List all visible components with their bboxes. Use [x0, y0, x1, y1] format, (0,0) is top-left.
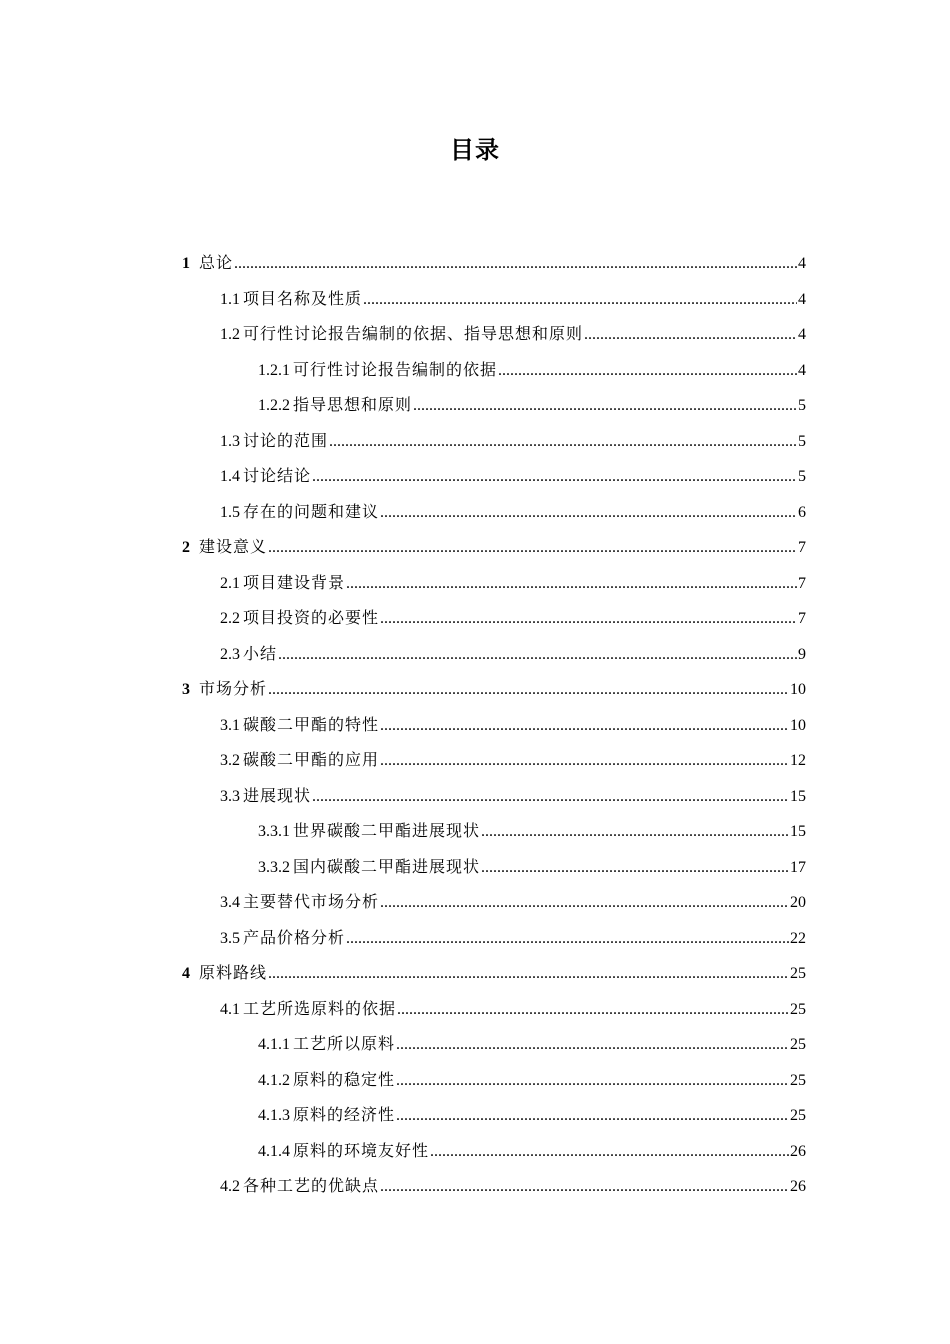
toc-entry-page-number: 15 — [790, 787, 806, 805]
toc-entry-label: 指导思想和原则 — [293, 395, 413, 414]
toc-entry-page-number: 22 — [790, 929, 806, 947]
toc-entry-number: 1.1 — [220, 290, 240, 308]
dot-leader — [481, 850, 789, 886]
toc-entry-label: 国内碳酸二甲酯进展现状 — [293, 856, 481, 876]
toc-entry-label: 存在的问题和建议 — [243, 501, 380, 521]
toc-entry-label: 原料的环境友好性 — [293, 1140, 430, 1160]
toc-entry-number: 2.2 — [220, 610, 240, 627]
toc-entry-page-number: 4 — [798, 290, 806, 308]
toc-entry-label: 可行性讨论报告编制的依据 — [293, 359, 498, 379]
toc-entry-number: 1.2.2 — [258, 397, 290, 414]
toc-entry-page-number: 4 — [798, 326, 806, 343]
dot-leader — [498, 353, 797, 389]
dot-leader — [413, 388, 797, 424]
toc-entry[interactable] — [182, 565, 806, 601]
toc-entry-label: 各种工艺的优缺点 — [243, 1176, 380, 1195]
toc-entry[interactable] — [182, 1097, 806, 1133]
toc-entry[interactable] — [182, 991, 806, 1027]
dot-leader — [396, 1063, 789, 1099]
toc-entry-label: 项目投资的必要性 — [243, 608, 380, 627]
toc-entry[interactable] — [182, 955, 806, 991]
toc-entry-number: 2.1 — [220, 574, 240, 592]
dot-leader — [268, 530, 797, 566]
toc-entry-page-number: 12 — [790, 752, 806, 769]
toc-entry[interactable] — [182, 387, 806, 423]
toc-entry[interactable] — [182, 813, 806, 849]
toc-entry-page-number: 25 — [790, 965, 806, 982]
toc-entry-label: 工艺所选原料的依据 — [243, 998, 397, 1018]
toc-entry[interactable] — [182, 849, 806, 885]
toc-entry-number: 3.3.2 — [258, 858, 290, 876]
toc-entry-label: 讨论结论 — [243, 466, 312, 485]
toc-entry-number: 3.3.1 — [258, 823, 290, 840]
toc-entry[interactable] — [182, 494, 806, 530]
toc-entry[interactable] — [182, 458, 806, 494]
toc-entry-label: 小结 — [243, 643, 278, 663]
toc-entry-page-number: 6 — [798, 503, 806, 521]
toc-entry-label: 项目名称及性质 — [243, 288, 363, 308]
toc-entry[interactable] — [182, 636, 806, 672]
toc-entry-number: 2.3 — [220, 645, 240, 663]
toc-entry-page-number: 26 — [790, 1178, 806, 1195]
toc-entry-page-number: 26 — [790, 1142, 806, 1160]
dot-leader — [380, 495, 797, 531]
dot-leader — [396, 1027, 789, 1063]
toc-entry-number: 4.1.2 — [258, 1071, 290, 1089]
dot-leader — [397, 992, 789, 1028]
dot-leader — [380, 708, 789, 744]
toc-entry-number: 4 — [182, 965, 190, 982]
toc-entry[interactable] — [182, 1062, 806, 1098]
toc-entry-page-number: 25 — [790, 1000, 806, 1018]
toc-entry[interactable] — [182, 245, 806, 281]
toc-entry-page-number: 7 — [798, 539, 806, 556]
toc-entry[interactable] — [182, 529, 806, 565]
toc-entry-label: 讨论的范围 — [243, 430, 329, 450]
toc-entry-label: 原料的经济性 — [293, 1105, 396, 1124]
dot-leader — [380, 601, 797, 637]
toc-entry-label: 原料的稳定性 — [293, 1069, 396, 1089]
toc-entry-number: 3.4 — [220, 894, 240, 911]
toc-entry-number: 2 — [182, 539, 190, 556]
toc-entry-page-number: 25 — [790, 1071, 806, 1089]
toc-entry-label: 产品价格分析 — [243, 927, 346, 947]
toc-entry-label: 主要替代市场分析 — [243, 892, 380, 911]
dot-leader — [312, 779, 789, 815]
toc-entry-page-number: 4 — [798, 361, 806, 379]
dot-leader — [268, 672, 789, 708]
toc-entry-label: 碳酸二甲酯的应用 — [243, 750, 380, 769]
toc-entry[interactable] — [182, 281, 806, 317]
dot-leader — [396, 1098, 789, 1134]
dot-leader — [584, 317, 797, 353]
toc-entry[interactable] — [182, 316, 806, 352]
toc-entry-page-number: 5 — [798, 432, 806, 450]
toc-title: 目录 — [450, 136, 500, 164]
toc-entry[interactable] — [182, 600, 806, 636]
toc-entry-page-number: 15 — [790, 823, 806, 840]
dot-leader — [363, 282, 797, 318]
toc-entry-page-number: 7 — [798, 610, 806, 627]
dot-leader — [278, 637, 797, 673]
toc-entry-number: 1.2.1 — [258, 361, 290, 379]
toc-entry-number: 4.1 — [220, 1000, 240, 1018]
toc-entry[interactable] — [182, 1168, 806, 1204]
toc-entry-label: 建设意义 — [199, 537, 268, 556]
toc-entry[interactable] — [182, 884, 806, 920]
dot-leader — [346, 566, 797, 602]
toc-entry-label: 进展现状 — [243, 785, 312, 805]
toc-entry[interactable] — [182, 742, 806, 778]
toc-entry-page-number: 10 — [790, 716, 806, 734]
dot-leader — [430, 1134, 789, 1170]
toc-entry[interactable] — [182, 920, 806, 956]
toc-entry[interactable] — [182, 423, 806, 459]
dot-leader — [380, 743, 789, 779]
toc-entry-number: 1.2 — [220, 326, 240, 343]
toc-entry-number: 4.1.3 — [258, 1107, 290, 1124]
toc-entry-label: 总论 — [199, 253, 234, 272]
toc-entry-page-number: 4 — [798, 255, 806, 272]
toc-entry-page-number: 5 — [798, 397, 806, 414]
toc-entry-number: 3.5 — [220, 929, 240, 947]
dot-leader — [234, 246, 797, 282]
toc-entry[interactable] — [182, 707, 806, 743]
toc-entry-number: 3.1 — [220, 716, 240, 734]
dot-leader — [380, 885, 789, 921]
toc-entry-page-number: 5 — [798, 468, 806, 485]
toc-entry-label: 可行性讨论报告编制的依据、指导思想和原则 — [243, 324, 584, 343]
dot-leader — [268, 956, 789, 992]
toc-entry-page-number: 25 — [790, 1107, 806, 1124]
toc-entry-page-number: 7 — [798, 574, 806, 592]
toc-entry-number: 1 — [182, 255, 190, 272]
toc-entry-page-number: 25 — [790, 1036, 806, 1053]
toc-entry-label: 市场分析 — [199, 679, 268, 698]
toc-entry[interactable] — [182, 1026, 806, 1062]
toc-entry-number: 3.2 — [220, 752, 240, 769]
toc-entry-label: 工艺所以原料 — [293, 1034, 396, 1053]
toc-entry[interactable] — [182, 1133, 806, 1169]
toc-entry-label: 碳酸二甲酯的特性 — [243, 714, 380, 734]
toc-entry-number: 3 — [182, 681, 190, 698]
toc-entry-label: 原料路线 — [199, 963, 268, 982]
table-of-contents — [182, 245, 806, 1204]
dot-leader — [346, 921, 789, 957]
toc-entry[interactable] — [182, 352, 806, 388]
toc-entry-number: 4.2 — [220, 1178, 240, 1195]
toc-entry-page-number: 10 — [790, 681, 806, 698]
toc-entry-number: 4.1.1 — [258, 1036, 290, 1053]
toc-entry-number: 1.3 — [220, 432, 240, 450]
dot-leader — [481, 814, 789, 850]
toc-entry[interactable] — [182, 778, 806, 814]
toc-entry-number: 4.1.4 — [258, 1142, 290, 1160]
toc-entry-page-number: 17 — [790, 858, 806, 876]
dot-leader — [380, 1169, 789, 1205]
toc-entry-label: 世界碳酸二甲酯进展现状 — [293, 821, 481, 840]
dot-leader — [329, 424, 797, 460]
toc-entry-number: 1.5 — [220, 503, 240, 521]
toc-entry-page-number: 9 — [798, 645, 806, 663]
toc-entry[interactable] — [182, 671, 806, 707]
toc-entry-page-number: 20 — [790, 894, 806, 911]
toc-entry-label: 项目建设背景 — [243, 572, 346, 592]
toc-entry-number: 1.4 — [220, 468, 240, 485]
dot-leader — [312, 459, 797, 495]
toc-entry-number: 3.3 — [220, 787, 240, 805]
